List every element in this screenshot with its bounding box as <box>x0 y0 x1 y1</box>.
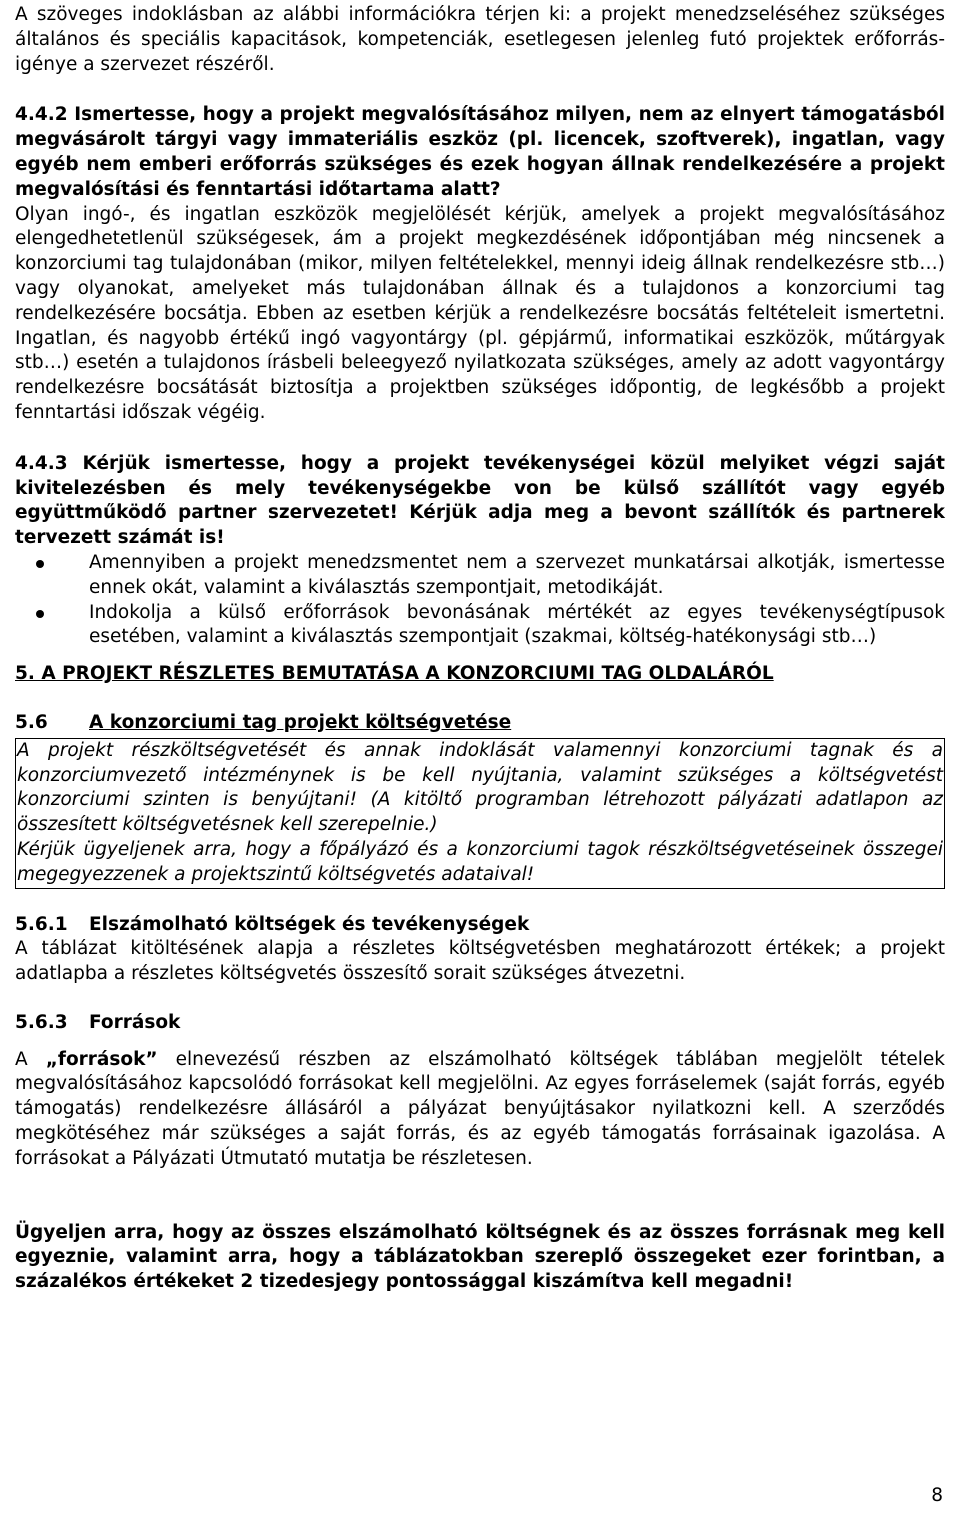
section-5-heading: 5. A PROJEKT RÉSZLETES BEMUTATÁSA A KONZORCIUMI TAG OLDALÁRÓL <box>15 663 774 685</box>
heading-5-6-title: A konzorciumi tag projekt költségvetése <box>89 711 512 733</box>
heading-5-6-1-title: Elszámolható költségek és tevékenységek <box>89 913 530 935</box>
notice-paragraph-1: A projekt részköltségvetését és annak indoklását valamennyi konzorciumi tagnak és a konzorciumvezető intézménynek is be kell nyújtania, valamint szükséges a költségvetést konzorciumi szinten is benyújtani! (A kitöltő programban létrehozott pályázati adatlapon az összesített költségvetésnek kell szerepelnie.) <box>17 739 943 836</box>
notice-box <box>15 738 945 889</box>
heading-4-4-2: 4.4.2 Ismertesse, hogy a projekt megvalósításához milyen, nem az elnyert támogatásból megvásárolt tárgyi vagy immateriális eszköz (pl. licencek, szoftverek), ingatlan, vagy egyéb nem emberi erőforrás szükséges és ezek hogyan állnak rendelkezésére a projekt megvalósítási és fenntartási időtartama alatt? <box>15 104 945 200</box>
heading-5-6-3 <box>15 1011 945 1036</box>
final-notice: Ügyeljen arra, hogy az összes elszámolható költségnek és az összes forrásnak meg kell egyeznie, valamint arra, hogy a táblázatokban szereplő összegeket ezer forintban, a százalékos értékeket 2 tizedesjegy pontossággal kiszámítva kell megadni! <box>15 1221 945 1293</box>
page-number: 8 <box>931 1485 943 1506</box>
bullet-icon <box>36 610 44 618</box>
notice-paragraph-2: Kérjük ügyeljenek arra, hogy a főpályázó és a konzorciumi tagok részköltségvetéseinek összegei megegyezzenek a projektszintű költségvetés adataival! <box>17 838 943 885</box>
heading-5-6-number: 5.6 <box>15 711 48 733</box>
paragraph-4-4-2: Olyan ingó-, és ingatlan eszközök megjelölését kérjük, amelyek a projekt megvalósításához elengedhetetlenül szükségesek, ám a projekt megkezdésének időpontjában még nincsenek a konzorciumi tag tulajdonában (mikor, milyen feltételekkel, mennyi ideig állnak rendelkezésre stb…) vagy olyanokat, amelyeket más tulajdonában állnak és a tulajdonos a konzorciumi tag rendelkezésére bocsátja. Ebben az esetben kérjük a rendelkezésre bocsátás feltételeit ismertetni. Ingatlan, és nagyobb értékű ingó vagyontárgy (pl. gépjármű, informatikai eszközök, műtárgyak stb…) esetén a tulajdonos írásbeli beleegyező nyilatkozata szükséges, amely az adott vagyontárgy rendelkezésre bocsátását biztosítja a projektben szükséges időpontig, de legkésőbb a projekt fenntartási időszak végéig. <box>15 203 945 423</box>
heading-5-6-3-number: 5.6.3 <box>15 1011 68 1033</box>
heading-4-4-3: 4.4.3 Kérjük ismertesse, hogy a projekt tevékenységei közül melyiket végzi saját kivitelezésben és mely tevékenységekbe von be külső szállítót vagy egyéb együttműködő partner szervezetet! Kérjük adja meg a bevont szállítók és partnerek tervezett számát is! <box>15 452 945 549</box>
list-item <box>15 601 945 651</box>
paragraph-5-6-3 <box>15 1048 945 1172</box>
paragraph-5-6-3-rest: elnevezésű részben az elszámolható költségek táblában megjelölt tételek megvalósításához kapcsolódó forrásokat kell megjelölni. Az egyes forráselemek (saját forrás, egyéb támogatás) rendelkezésre állásáról a pályázat benyújtásakor nyilatkozni kell. A szerződés megkötéséhez már szükséges a saját forrás, és az egyéb támogatás forrásainak igazolása. A forrásokat a Pályázati Útmutató mutatja be részletesen. <box>15 1048 945 1169</box>
intro-paragraph: A szöveges indoklásban az alábbi információkra térjen ki: a projekt menedzseléséhez szükséges általános és speciális kapacitások, kompetenciák, esetlegesen jelenleg futó projektek erőforrás-igénye a szervezet részéről. <box>15 4 945 75</box>
bullet-list <box>15 551 945 650</box>
list-item <box>15 551 945 601</box>
heading-5-6-3-title: Források <box>89 1011 181 1033</box>
list-item-text: Amennyiben a projekt menedzsmentet nem a szervezet munkatársai alkotják, ismertesse ennek okát, valamint a kiválasztás szempontjait, metodikáját. <box>89 551 945 598</box>
heading-5-6 <box>15 711 945 736</box>
list-item-text: Indokolja a külső erőforrások bevonásának mértékét az egyes tevékenységtípusok esetében, valamint a kiválasztás szempontjait (szakmai, költség-hatékonysági stb…) <box>89 601 945 648</box>
heading-5-6-1 <box>15 913 945 938</box>
paragraph-5-6-3-start: A <box>15 1048 46 1070</box>
bullet-icon <box>36 560 44 568</box>
document-page <box>15 3 945 1295</box>
heading-5-6-1-number: 5.6.1 <box>15 913 68 935</box>
paragraph-5-6-3-bold-term: „források” <box>45 1048 158 1070</box>
paragraph-5-6-1: A táblázat kitöltésének alapja a részletes költségvetésben meghatározott értékek; a projekt adatlapba a részletes költségvetés összesítő sorait szükséges átvezetni. <box>15 938 945 985</box>
